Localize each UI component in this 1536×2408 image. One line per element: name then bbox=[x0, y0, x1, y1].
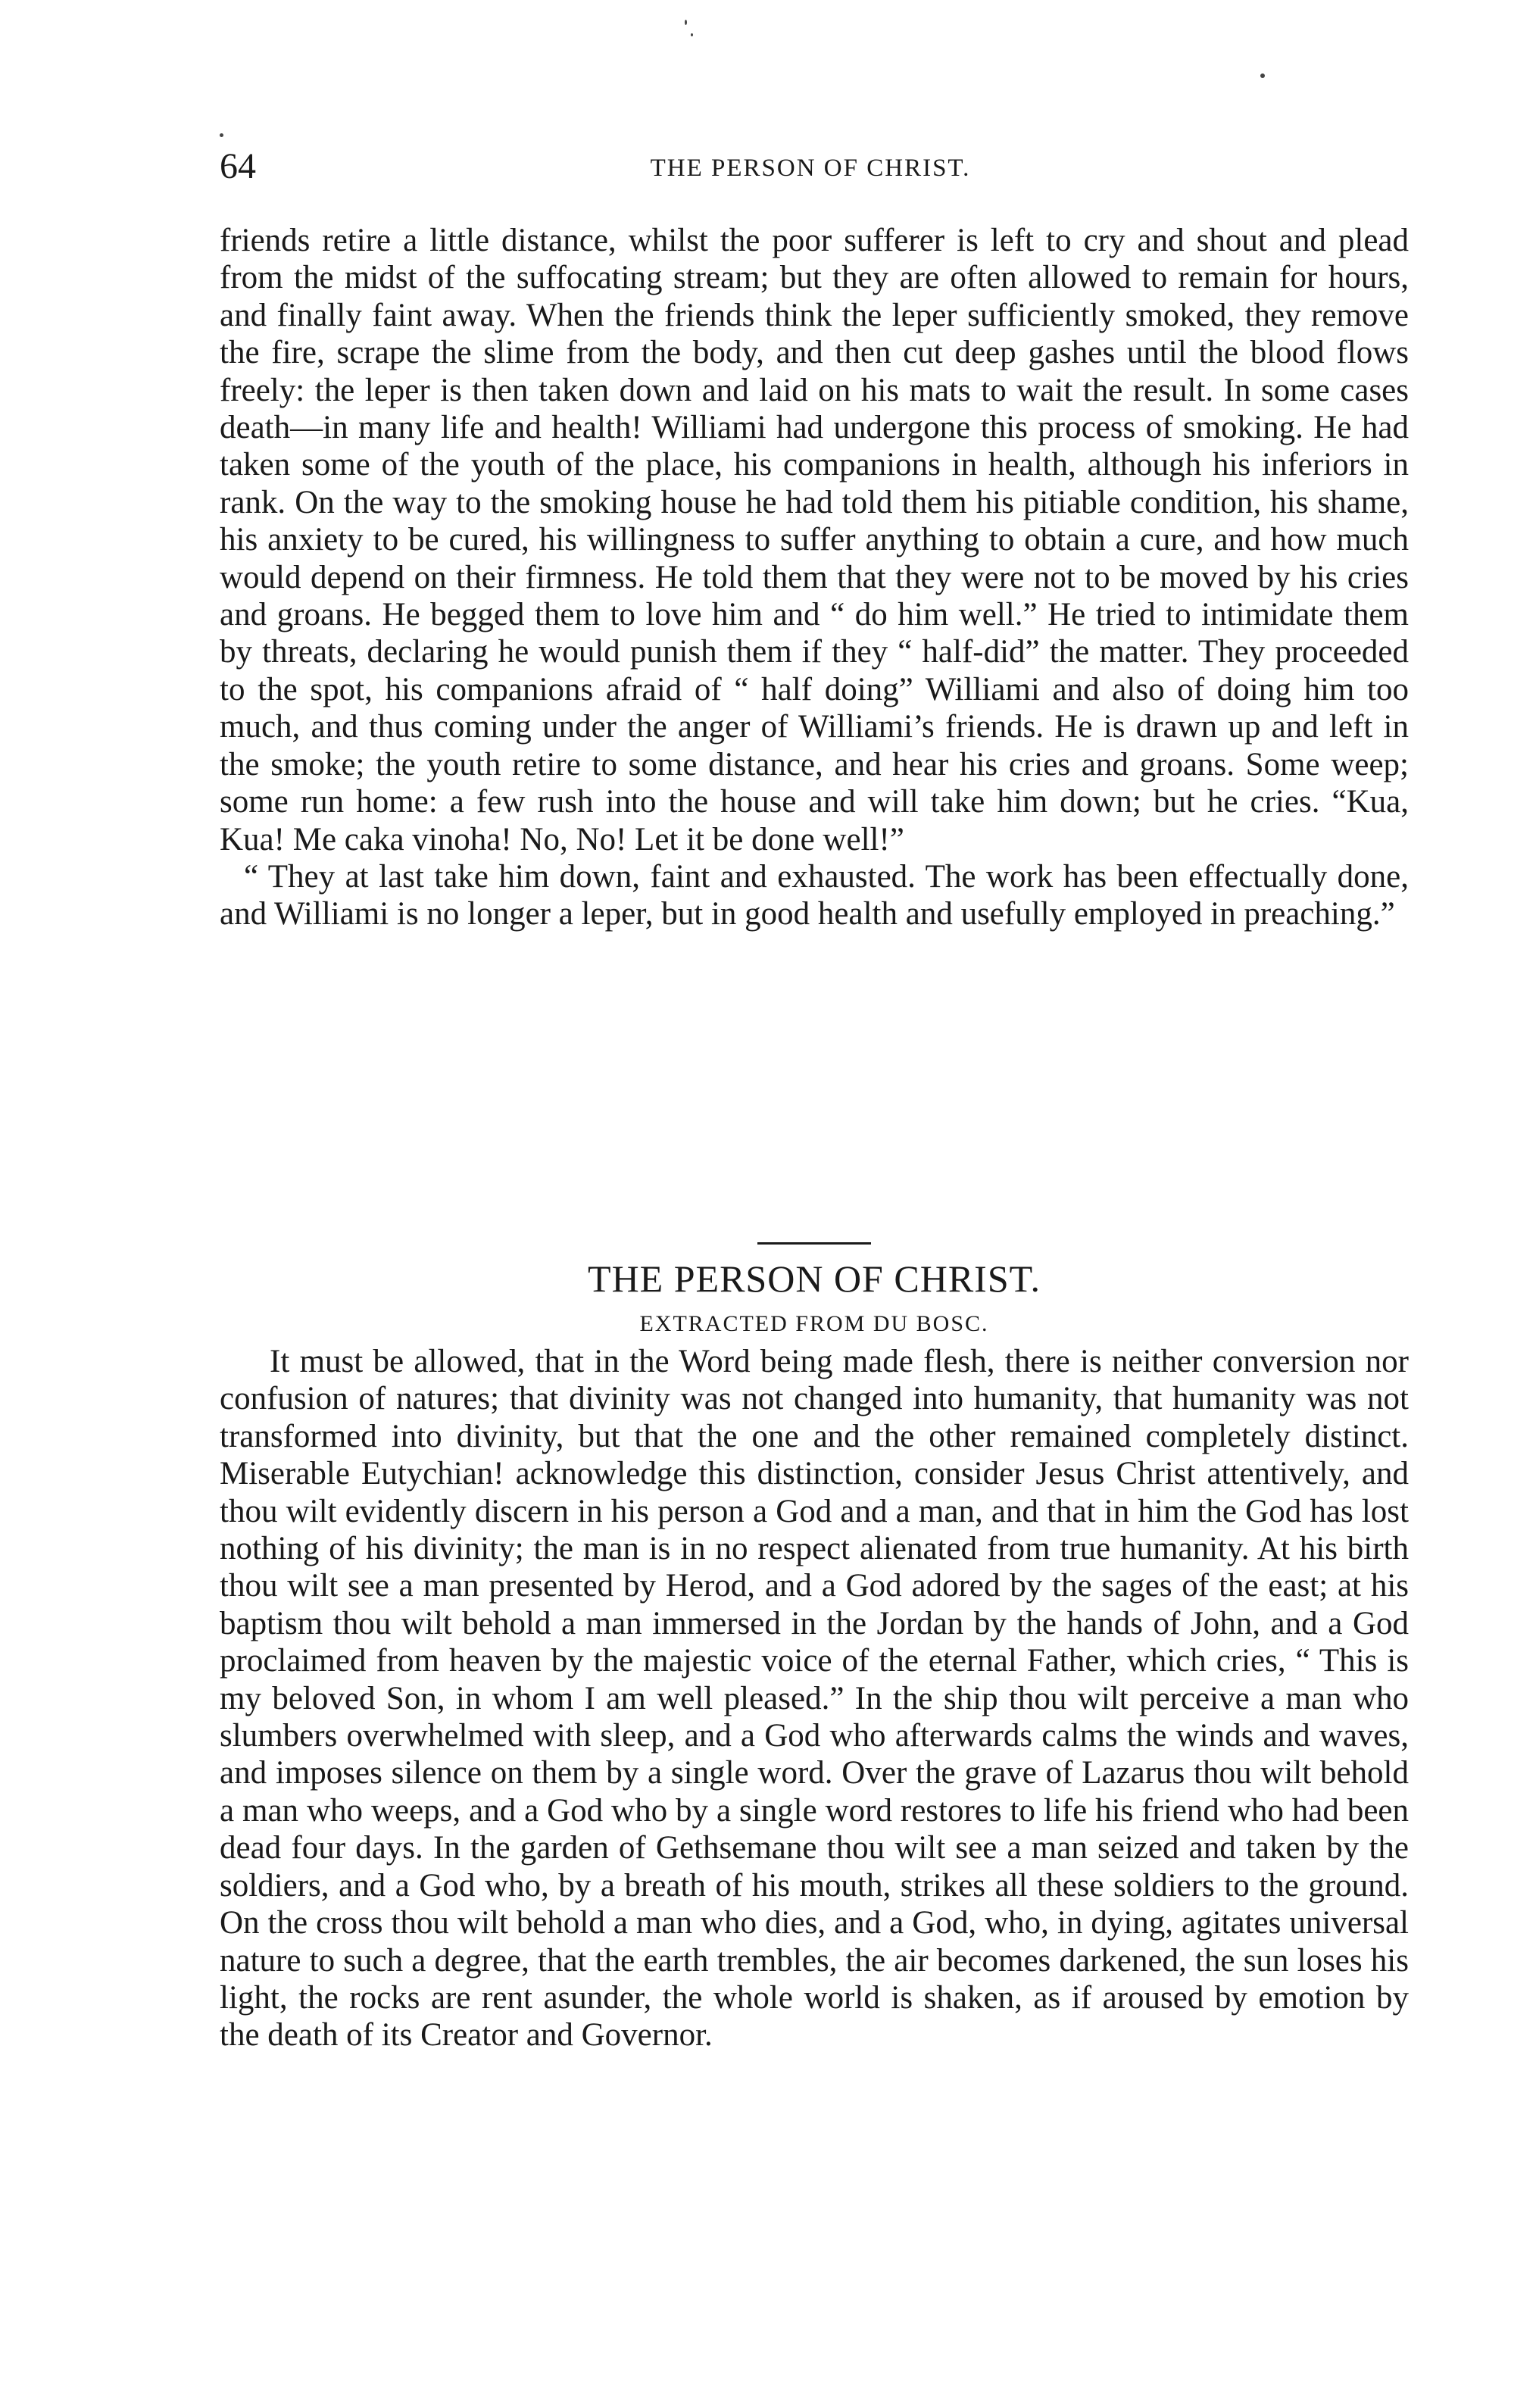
ink-speck bbox=[685, 20, 687, 25]
running-title: THE PERSON OF CHRIST. bbox=[650, 155, 971, 182]
article-body bbox=[220, 1343, 1409, 2054]
article-title: THE PERSON OF CHRIST. bbox=[588, 1257, 1041, 1300]
running-head bbox=[220, 144, 1401, 189]
ink-speck bbox=[691, 33, 693, 36]
ink-speck bbox=[220, 133, 223, 137]
continued-paragraph: friends retire a little distance, whilst the poor sufferer is left to cry and shout and plead from the midst of the suffocating stream; but they are often allowed to remain for hours, and finally faint away. When the friends think the leper sufficiently smoked, they remove the fire, scrape the slime from the body, and then cut deep gashes until the blood flows freely: the leper is then taken down and laid on his mats to wait the result. In some cases death—in many life and health! Williami had undergone this process of smoking. He had taken some of the youth of the place, his companions in health, although his inferiors in rank. On the way to the smoking house he had told them his pitiable condition, his shame, his anxiety to be cured, his willingness to suffer anything to obtain a cure, and how much would depend on their firmness. He told them that they were not to be moved by his cries and groans. He begged them to love him and “ do him well.” He tried to intimidate them by threats, declaring he would punish them if they “ half-did” the matter. They proceeded to the spot, his companions afraid of “ half doing” Williami and also of doing him too much, and thus coming under the anger of Williami’s friends. He is drawn up and left in the smoke; the youth retire to some distance, and hear his cries and groans. Some weep; some run home: a few rush into the house and will take him down; but he cries. “Kua, Kua! Me caka vinoha! No, No! Let it be done well!” bbox=[220, 223, 1409, 857]
continued-text bbox=[220, 222, 1409, 933]
section-divider bbox=[757, 1242, 871, 1245]
page-number: 64 bbox=[220, 146, 256, 186]
article-paragraph: It must be allowed, that in the Word being made flesh, there is neither conversion nor confusion of natures; that divinity was not changed into humanity, that humanity was not transformed into divinity, but that the one and the other remained completely distinct. Miserable Eutychian! acknowledge this distinction, consider Jesus Christ attentively, and thou wilt evidently discern in his person a God and a man, and that in him the God has lost nothing of his divinity; the man is in no respect alienated from true humanity. At his birth thou wilt see a man presented by Herod, and a God adored by the sages of the east; at his baptism thou wilt behold a man immersed in the Jordan by the hands of John, and a God proclaimed from heaven by the majestic voice of the eternal Father, which cries, “ This is my beloved Son, in whom I am well pleased.” In the ship thou wilt perceive a man who slumbers overwhelmed with sleep, and a God who afterwards calms the winds and waves, and imposes silence on them by a single word. Over the grave of Lazarus thou wilt behold a man who weeps, and a God who by a single word restores to life his friend who had been dead four days. In the garden of Gethsemane thou wilt see a man seized and taken by the soldiers, and a God who, by a breath of his mouth, strikes all these soldiers to the ground. On the cross thou wilt behold a man who dies, and a God, who, in dying, agitates universal nature to such a degree, that the earth trembles, the air becomes darkened, the sun loses his light, the rocks are rent asunder, the whole world is shaken, as if aroused by emotion by the death of its Creator and Governor. bbox=[220, 1344, 1409, 2054]
closing-quote-paragraph: “ They at last take him down, faint and exhausted. The work has been effectually done, and Williami is no longer a leper, but in good health and usefully employed in preaching.” bbox=[220, 858, 1409, 932]
article-subtitle: EXTRACTED FROM DU BOSC. bbox=[639, 1311, 989, 1336]
ink-speck bbox=[1260, 73, 1265, 78]
